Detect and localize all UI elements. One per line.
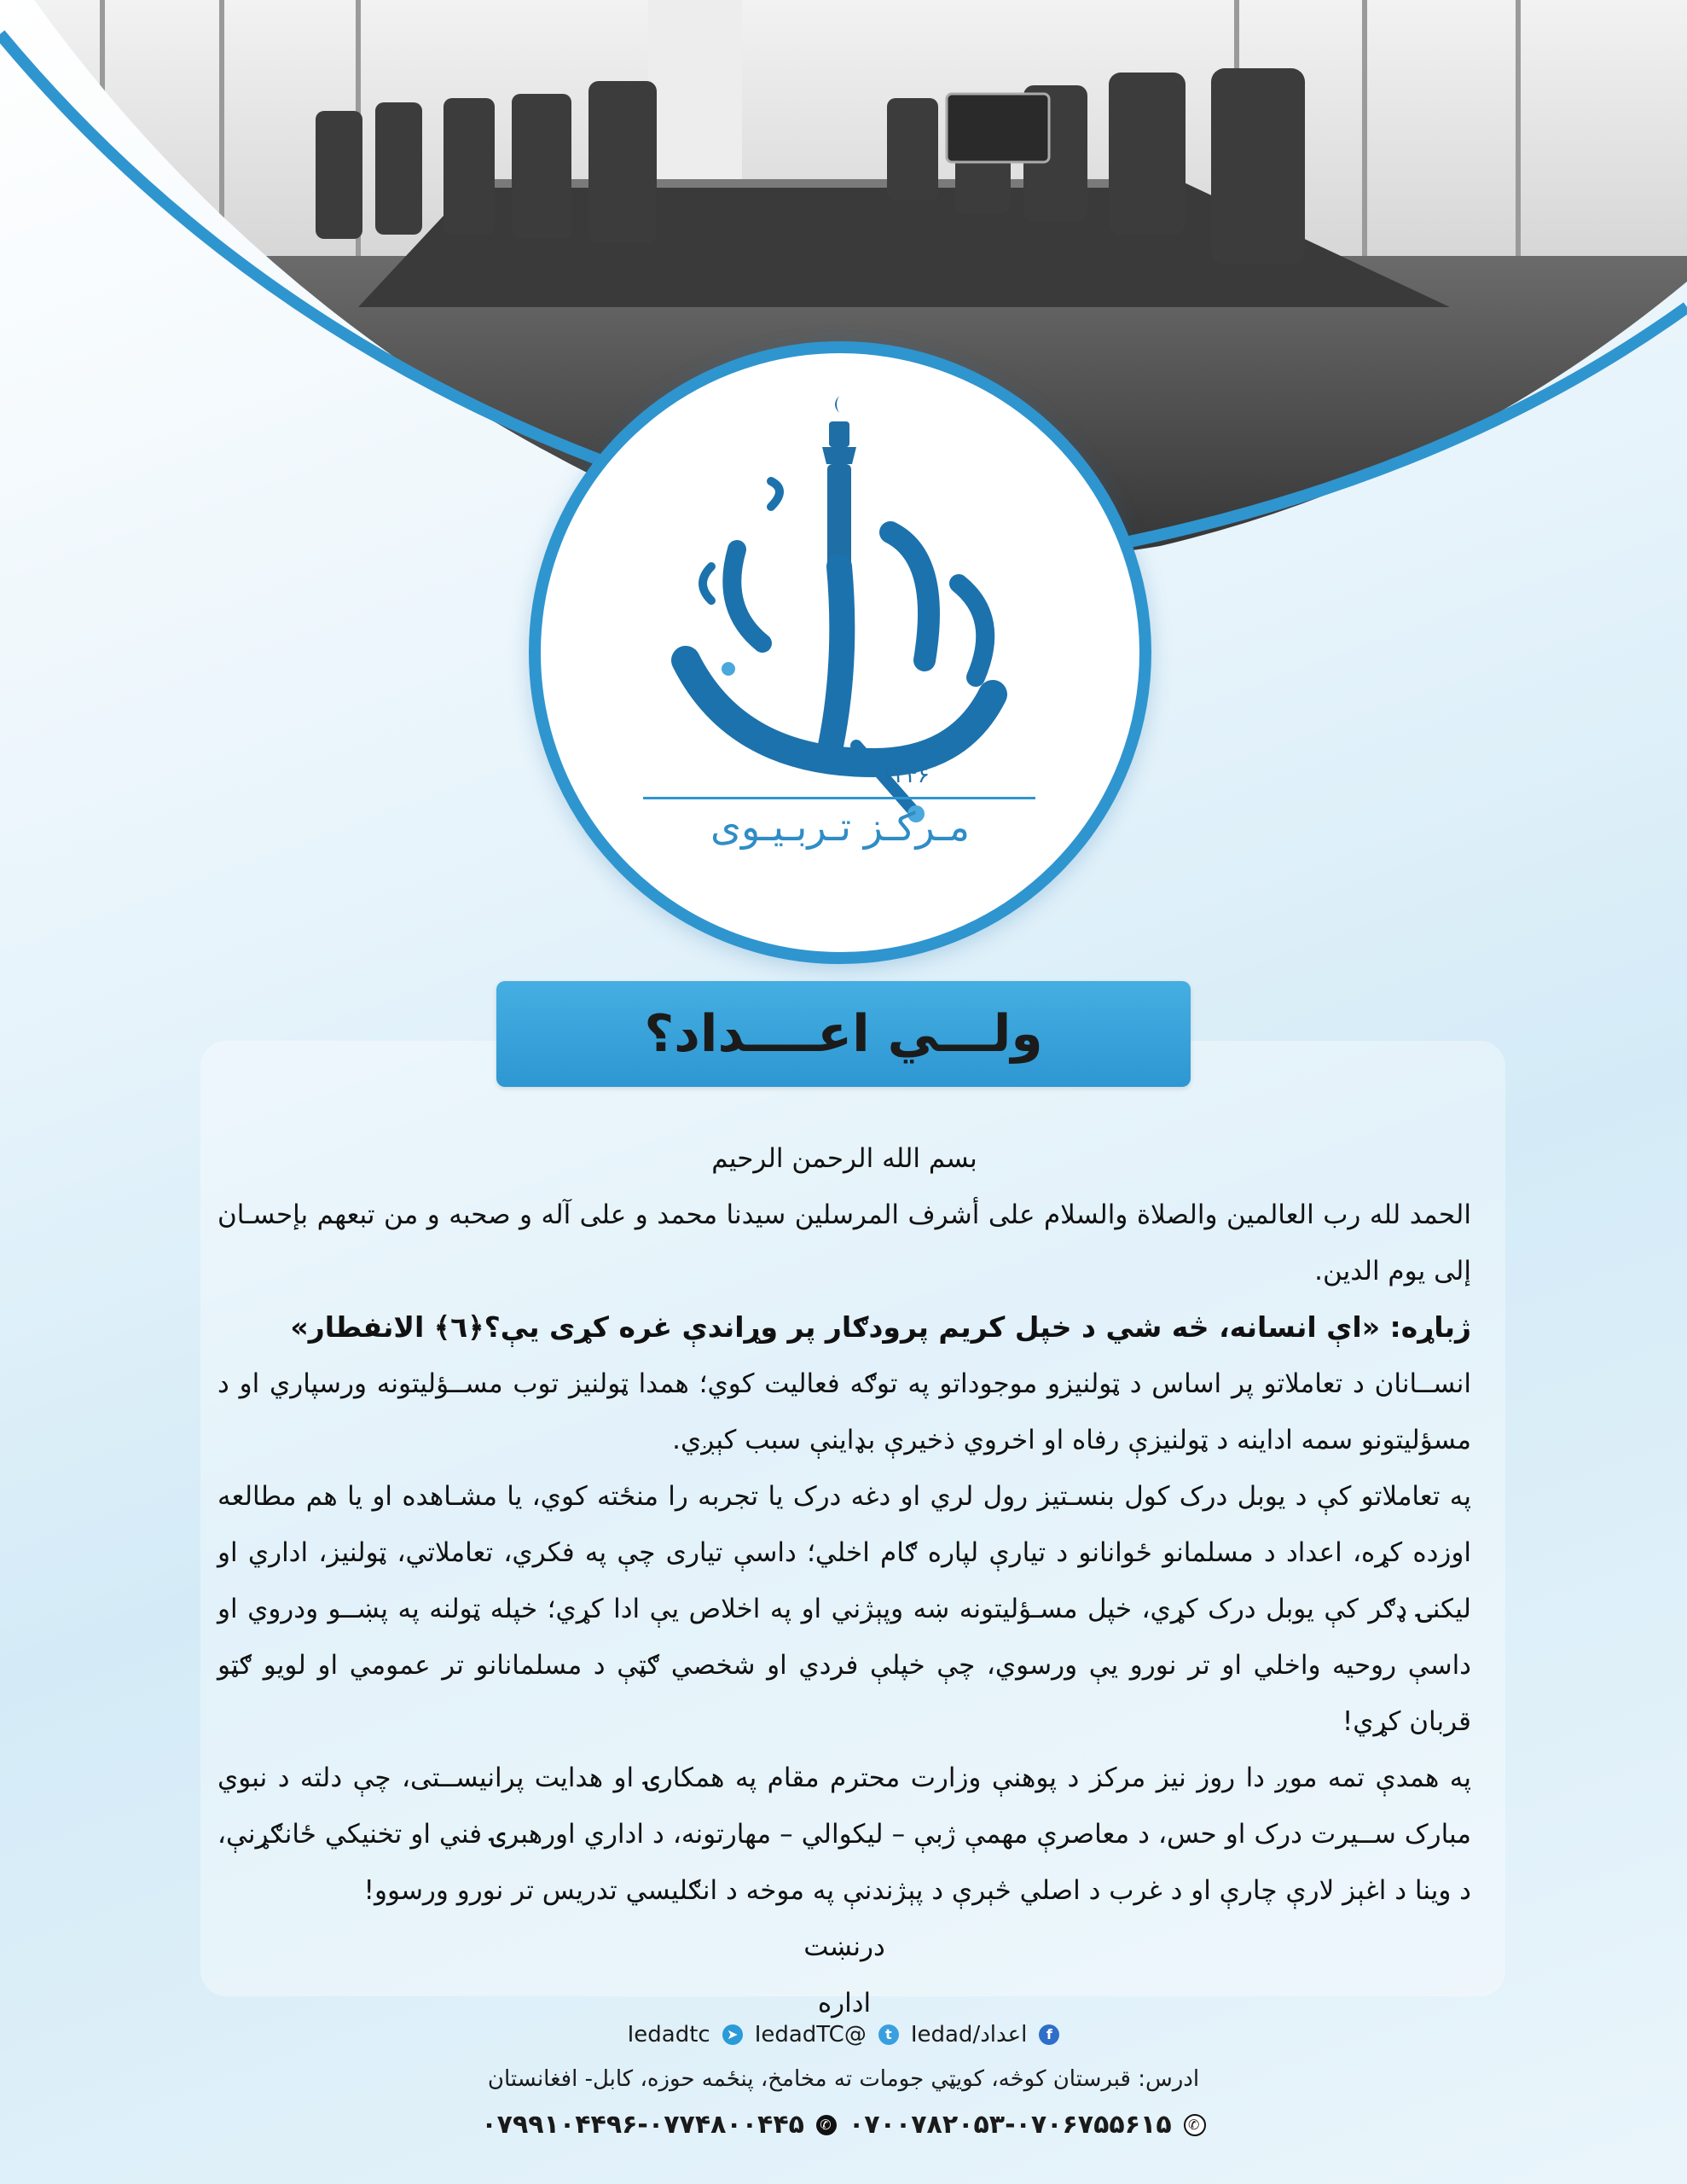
address: ادرس: قبرستان کوڅه، کويټي جومات ته مخامخ، پنځمه حوزه، کابل- افغانستان — [487, 2066, 1200, 2092]
page-title: ولـــي اعــــداد؟ — [644, 1004, 1043, 1064]
logo-subtitle: مـركـز تـربـيـوى — [710, 804, 970, 850]
closing: درنښت — [803, 1931, 885, 1962]
phones-group-1[interactable]: ۰۷۰۰۷۸۲۰۵۳-۰۷۰۶۷۵۵۶۱۵ — [849, 2110, 1172, 2140]
paragraph-3: په همدې تمه موږ دا روز نيز مرکز د پوهنې وزارت محترم مقام په همکارۍ او هدايت پرانيســتى، چې دلته د نبوي مبارک ســيرت درک او حس، د معاصرې مهمې ژبې – ليکوالي – مهارتونه، د اداري اورهبرۍ فني او تخنيکي ځانګړنې، د وينا د اغېز لارې چارې او د غرب د اصلي څېرې د پېژندنې په موخه د انګليسي تدريس تر نورو ورسوو! — [217, 1763, 1471, 1906]
facebook-icon: f — [1039, 2024, 1059, 2045]
signature: اداره — [817, 1988, 872, 2018]
whatsapp-icon: ✆ — [1184, 2114, 1206, 2136]
letter-body — [217, 1130, 1471, 2031]
paragraph-2: په تعاملاتو کې د يوبل درک کول بنسـتيز رول لري او دغه درک يا تجربه را منځته کوي، يا مشـاهده او يا هم مطالعه اوزده کړه، اعداد د مسلمانو ځوانانو د تيارې لپاره ګام اخلي؛ داسې تيارى چې په فکري، تعاملاتي، ټولنيز، اداري او ليکنۍ ډګر کې يوبل درک کړي، خپل مسـؤليتونه ښه وپېژني او په اخلاص يې ادا کړي؛ خپله ټولنه په پښــو ودروي او داسې روحيه واخلي او تر نورو يې ورسوي، چې خپلې فردي او شخصي ګټې د مسلمانانو تر عمومي او لويو ګټو قربان کړي! — [217, 1481, 1471, 1737]
phones-group-2[interactable]: ۰۷۹۹۱۰۴۴۹۶-۰۷۷۴۸۰۰۴۴۵ — [481, 2110, 804, 2140]
twitter-handle[interactable]: @IedadTC — [754, 2022, 867, 2048]
logo-year: ۱۴۴۶ — [882, 763, 930, 788]
phone-numbers — [0, 2102, 1687, 2148]
phone-icon: ✆ — [816, 2115, 837, 2135]
facebook-handle[interactable]: اعداد/Iedad — [910, 2022, 1028, 2048]
telegram-handle[interactable]: Iedadtc — [627, 2022, 710, 2048]
basmala: بسم الله الرحمن الرحيم — [711, 1143, 977, 1174]
iedad-calligraphy-logo-icon — [635, 387, 1044, 831]
logo-divider — [643, 797, 1035, 799]
twitter-icon: t — [878, 2024, 899, 2045]
telegram-icon: ➤ — [722, 2024, 743, 2045]
verse-translation: ژباړه: «اې انسانه، څه شي د خپل کريم پرودګار پر وړاندې غره کړی یې؟﴿٦﴾ الانفطار» — [290, 1310, 1471, 1344]
hamd-paragraph: الحمد لله رب العالمين والصلاة والسلام على أشرف المرسلين سيدنا محمد و على آله و صحبه و من تبعهم بإحسـان إلى يوم الدين. — [217, 1199, 1471, 1287]
social-links — [0, 2013, 1687, 2056]
title-banner — [496, 981, 1191, 1087]
logo-badge — [529, 341, 1151, 964]
footer — [0, 2013, 1687, 2148]
paragraph-1: انســانان د تعاملاتو پر اساس د ټولنيزو موجوداتو په توګه فعاليت کوي؛ همدا ټولنيز توب مســؤليتونه ورسپاري او د مسؤليتونو سمه اداينه د ټولنيزې رفاه او اخروي ذخيرې بډاينې سبب کېږي. — [217, 1368, 1471, 1455]
